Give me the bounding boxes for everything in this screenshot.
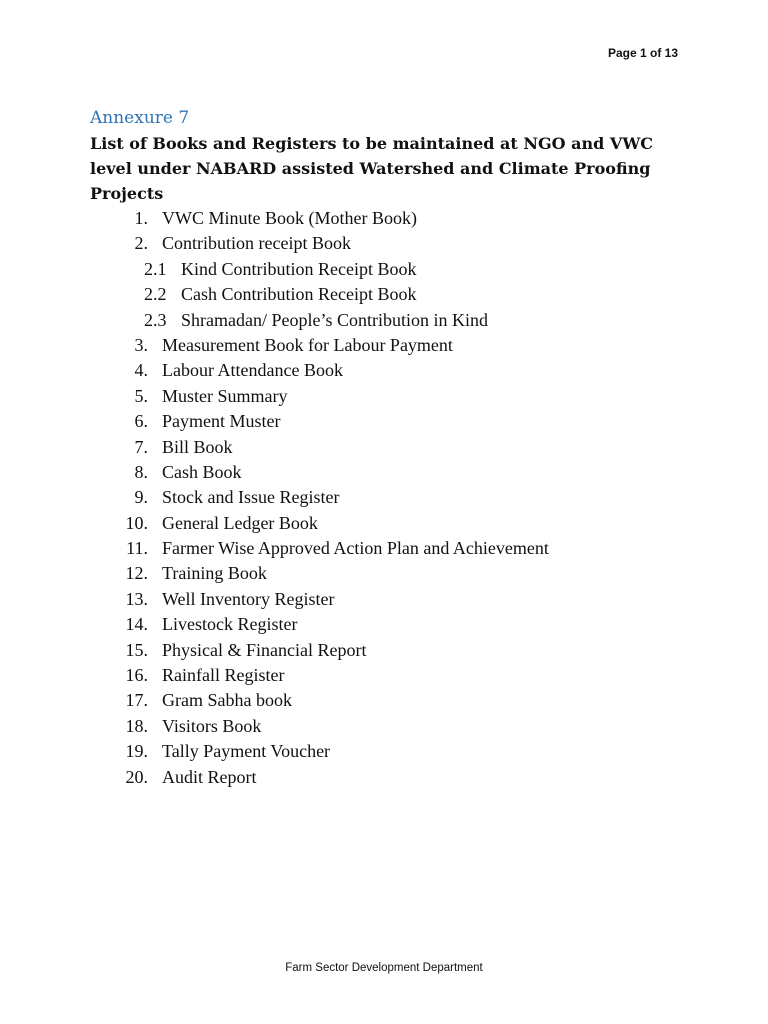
item-number: 18. bbox=[125, 715, 148, 736]
item-number: 2.2 bbox=[144, 284, 167, 305]
item-number: 8. bbox=[134, 461, 148, 482]
item-number: 7. bbox=[134, 436, 148, 457]
item-text: Bill Book bbox=[162, 436, 233, 457]
item-text: Muster Summary bbox=[162, 385, 288, 406]
item-number: 16. bbox=[125, 665, 148, 686]
item-text: Stock and Issue Register bbox=[162, 487, 340, 508]
item-text: Farmer Wise Approved Action Plan and Achievement bbox=[162, 538, 549, 559]
annex-title: Annexure 7 bbox=[90, 108, 190, 128]
item-number: 12. bbox=[125, 563, 148, 584]
item-number: 17. bbox=[125, 690, 148, 711]
item-number: 19. bbox=[125, 741, 148, 762]
item-number: 20. bbox=[125, 766, 148, 787]
item-text: General Ledger Book bbox=[162, 512, 318, 533]
item-number: 2. bbox=[134, 233, 148, 254]
item-text: Rainfall Register bbox=[162, 665, 285, 686]
page-footer: Farm Sector Development Department bbox=[285, 962, 483, 974]
item-text: Labour Attendance Book bbox=[162, 360, 343, 381]
item-text: Measurement Book for Labour Payment bbox=[162, 334, 453, 355]
item-text: VWC Minute Book (Mother Book) bbox=[162, 208, 417, 228]
item-number: 14. bbox=[125, 614, 148, 635]
document-heading: List of Books and Registers to be maintained at NGO and VWC level under NABARD assisted Watershed and Climate Proofing Projects bbox=[90, 134, 654, 203]
item-number: 4. bbox=[134, 360, 148, 381]
item-text: Physical & Financial Report bbox=[162, 639, 367, 660]
page-number: Page 1 of 13 bbox=[607, 46, 678, 60]
item-text: Visitors Book bbox=[162, 715, 262, 736]
item-number: 9. bbox=[134, 487, 148, 508]
item-number: 10. bbox=[125, 512, 148, 533]
item-number: 1. bbox=[134, 208, 148, 228]
item-number: 2.3 bbox=[144, 309, 167, 330]
item-number: 3. bbox=[134, 334, 148, 355]
item-text: Cash Contribution Receipt Book bbox=[181, 284, 417, 305]
item-text: Tally Payment Voucher bbox=[162, 741, 331, 762]
item-text: Well Inventory Register bbox=[162, 588, 335, 609]
item-text: Shramadan/ People’s Contribution in Kind bbox=[181, 309, 488, 330]
item-text: Contribution receipt Book bbox=[162, 233, 351, 254]
item-number: 13. bbox=[125, 588, 148, 609]
item-text: Kind Contribution Receipt Book bbox=[181, 258, 417, 279]
item-number: 2.1 bbox=[144, 258, 167, 279]
item-number: 11. bbox=[126, 538, 148, 559]
item-text: Gram Sabha book bbox=[162, 690, 292, 711]
item-text: Cash Book bbox=[162, 461, 242, 482]
item-number: 15. bbox=[125, 639, 148, 660]
item-text: Training Book bbox=[162, 563, 267, 584]
item-text: Livestock Register bbox=[162, 614, 298, 635]
item-text: Payment Muster bbox=[162, 411, 281, 432]
item-text: Audit Report bbox=[162, 766, 257, 787]
item-number: 5. bbox=[134, 385, 148, 406]
item-number: 6. bbox=[134, 411, 148, 432]
